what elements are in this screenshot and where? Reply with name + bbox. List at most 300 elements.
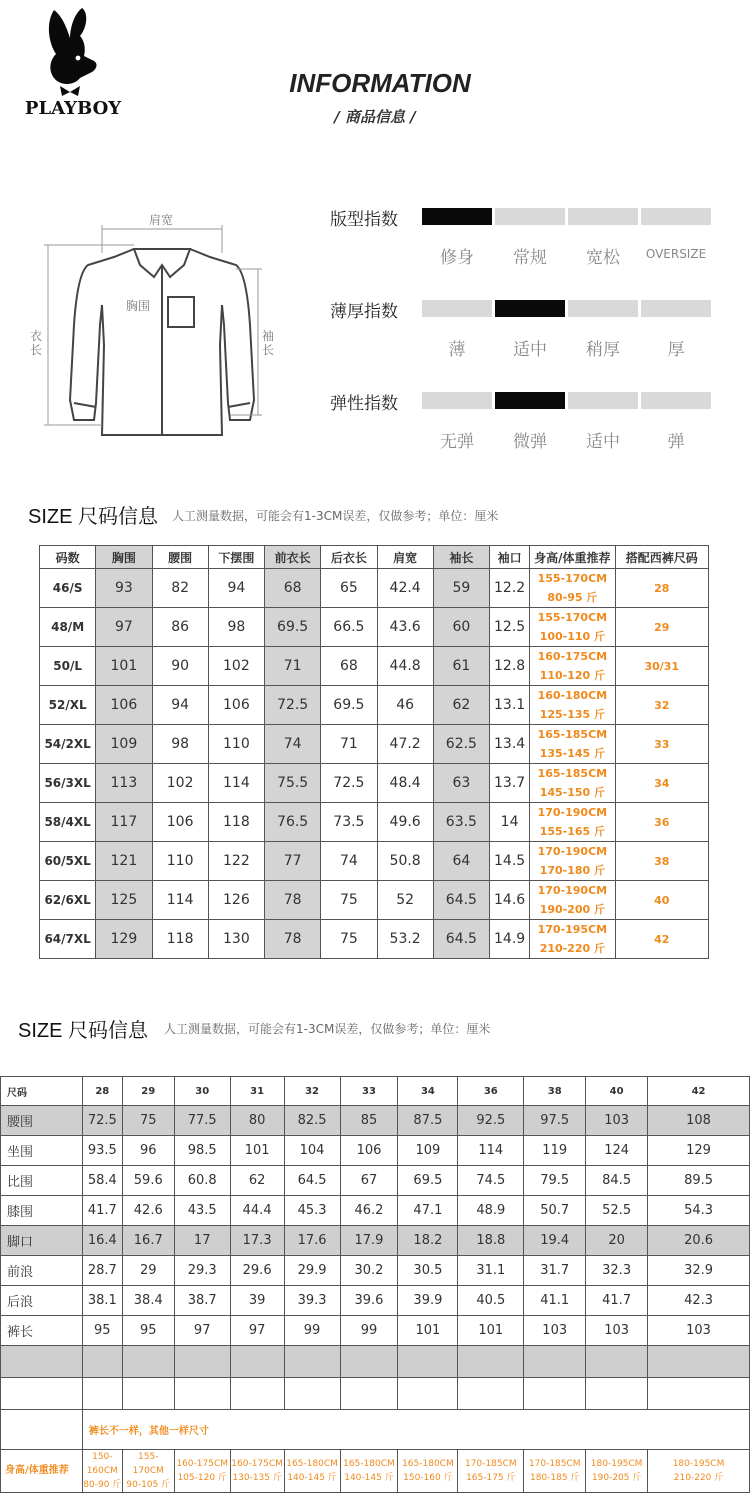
row-header: 腰围 <box>1 1106 83 1136</box>
elasticity-option: 无弹 <box>440 432 474 452</box>
table-cell: 84.5 <box>586 1166 648 1196</box>
table-cell: 29 <box>122 1256 174 1286</box>
height-weight-cell <box>530 647 615 686</box>
table-cell: 38.4 <box>122 1286 174 1316</box>
table-cell: 62.5 <box>433 725 489 764</box>
size-note-shirt: 人工测量数据，可能会有1-3CM误差，仅做参考；单位：厘米 <box>172 509 499 523</box>
table-cell: 99 <box>340 1316 398 1346</box>
table-cell: 42.3 <box>648 1286 750 1316</box>
weight-range: 180-185 斤 <box>529 1473 580 1483</box>
table-cell: 93 <box>96 569 152 608</box>
table-row <box>1 1226 750 1256</box>
table-cell: 114 <box>458 1136 524 1166</box>
height-range: 170-185CM <box>464 1459 517 1469</box>
table-cell <box>122 1346 174 1378</box>
table-cell: 18.8 <box>458 1226 524 1256</box>
height-weight-cell <box>530 569 615 608</box>
thickness-bar-4 <box>641 300 711 317</box>
height-weight-cell <box>530 725 615 764</box>
thickness-option: 适中 <box>513 340 547 360</box>
matching-pants-size: 32 <box>615 686 708 725</box>
table-cell: 52 <box>377 881 433 920</box>
recommend-row <box>1 1450 750 1493</box>
column-header: 32 <box>284 1077 340 1106</box>
table-row <box>1 1286 750 1316</box>
row-header: 尺码 <box>1 1077 83 1106</box>
height-weight-cell <box>530 920 615 959</box>
size-cell: 60/5XL <box>40 842 96 881</box>
table-cell: 80 <box>230 1106 284 1136</box>
table-cell: 71 <box>265 647 321 686</box>
height-weight-cell <box>230 1450 284 1493</box>
table-cell: 75 <box>321 881 377 920</box>
row-header: 前浪 <box>1 1256 83 1286</box>
height-range: 170-190CM <box>537 806 608 819</box>
height-range: 160-175CM <box>231 1459 283 1469</box>
fit-index <box>330 205 720 275</box>
table-cell: 114 <box>208 764 264 803</box>
table-cell: 12.2 <box>490 569 530 608</box>
elasticity-bar-1 <box>422 392 492 409</box>
table-cell: 61 <box>433 647 489 686</box>
height-weight-cell <box>530 881 615 920</box>
matching-pants-size: 33 <box>615 725 708 764</box>
row-header: 后浪 <box>1 1286 83 1316</box>
weight-range: 110-120 斤 <box>539 669 606 682</box>
row-header: 膝围 <box>1 1196 83 1226</box>
table-cell: 92.5 <box>458 1106 524 1136</box>
weight-range: 155-165 斤 <box>539 825 606 838</box>
table-cell <box>284 1346 340 1378</box>
table-cell: 82.5 <box>284 1106 340 1136</box>
table-cell: 125 <box>96 881 152 920</box>
table-cell: 102 <box>208 647 264 686</box>
table-cell: 82 <box>152 569 208 608</box>
table-cell <box>458 1378 524 1410</box>
table-cell <box>398 1346 458 1378</box>
table-cell <box>174 1346 230 1378</box>
table-cell: 64 <box>433 842 489 881</box>
height-weight-cell <box>530 803 615 842</box>
table-cell: 63 <box>433 764 489 803</box>
table-cell: 97 <box>174 1316 230 1346</box>
height-weight-cell <box>524 1450 586 1493</box>
table-cell: 29.9 <box>284 1256 340 1286</box>
size-cell: 54/2XL <box>40 725 96 764</box>
table-cell: 18.2 <box>398 1226 458 1256</box>
table-cell: 113 <box>96 764 152 803</box>
elasticity-option: 适中 <box>586 432 620 452</box>
table-cell: 43.5 <box>174 1196 230 1226</box>
table-cell <box>524 1346 586 1378</box>
column-header: 31 <box>230 1077 284 1106</box>
shoulder-label: 肩宽 <box>149 213 174 227</box>
fit-option: 宽松 <box>586 248 620 268</box>
table-cell: 94 <box>152 686 208 725</box>
table-cell: 103 <box>648 1316 750 1346</box>
shirt-diagram <box>22 205 282 445</box>
table-cell: 29.6 <box>230 1256 284 1286</box>
table-cell: 106 <box>96 686 152 725</box>
column-header: 肩宽 <box>377 546 433 569</box>
table-cell: 103 <box>586 1106 648 1136</box>
row-header: 裤长 <box>1 1316 83 1346</box>
table-cell: 85 <box>340 1106 398 1136</box>
size-cell: 64/7XL <box>40 920 96 959</box>
table-cell: 17.9 <box>340 1226 398 1256</box>
blank-row <box>1 1346 750 1378</box>
matching-pants-size: 29 <box>615 608 708 647</box>
table-cell: 72.5 <box>321 764 377 803</box>
table-cell <box>230 1346 284 1378</box>
table-cell: 44.4 <box>230 1196 284 1226</box>
table-cell: 102 <box>152 764 208 803</box>
table-cell: 59.6 <box>122 1166 174 1196</box>
table-cell: 122 <box>208 842 264 881</box>
size-cell: 52/XL <box>40 686 96 725</box>
column-header: 前衣长 <box>265 546 321 569</box>
height-range: 170-190CM <box>537 845 608 858</box>
table-cell: 74 <box>265 725 321 764</box>
table-cell: 73.5 <box>321 803 377 842</box>
table-cell: 106 <box>208 686 264 725</box>
table-row <box>40 725 709 764</box>
info-subtitle: / 商品信息 / <box>334 108 416 126</box>
height-range: 170-195CM <box>537 923 608 936</box>
table-cell: 14.5 <box>490 842 530 881</box>
table-cell: 104 <box>284 1136 340 1166</box>
table-cell: 65 <box>321 569 377 608</box>
table-cell: 89.5 <box>648 1166 750 1196</box>
table-cell: 39.3 <box>284 1286 340 1316</box>
table-cell: 114 <box>152 881 208 920</box>
table-cell: 103 <box>524 1316 586 1346</box>
weight-range: 170-180 斤 <box>539 864 606 877</box>
matching-pants-size: 42 <box>615 920 708 959</box>
row-header: 比围 <box>1 1166 83 1196</box>
table-cell: 99 <box>284 1316 340 1346</box>
table-cell: 90 <box>152 647 208 686</box>
table-cell: 50.7 <box>524 1196 586 1226</box>
height-range: 165-180CM <box>286 1459 338 1469</box>
table-row <box>40 686 709 725</box>
size-cell: 48/M <box>40 608 96 647</box>
table-cell: 71 <box>321 725 377 764</box>
table-cell: 29.3 <box>174 1256 230 1286</box>
table-cell: 32.3 <box>586 1256 648 1286</box>
table-cell: 52.5 <box>586 1196 648 1226</box>
table-cell: 126 <box>208 881 264 920</box>
table-cell: 87.5 <box>398 1106 458 1136</box>
column-header: 38 <box>524 1077 586 1106</box>
size-heading-pants: SIZE 尺码信息 <box>18 1020 149 1042</box>
table-cell: 53.2 <box>377 920 433 959</box>
length-label: 衣长 <box>30 329 43 357</box>
chest-label: 胸围 <box>126 299 151 313</box>
table-cell: 30.5 <box>398 1256 458 1286</box>
table-cell: 14.9 <box>490 920 530 959</box>
table-cell: 50.8 <box>377 842 433 881</box>
table-cell: 68 <box>265 569 321 608</box>
table-cell: 42.4 <box>377 569 433 608</box>
column-header: 袖口 <box>490 546 530 569</box>
shirt-size-table <box>39 545 709 959</box>
table-cell: 41.7 <box>82 1196 122 1226</box>
table-row <box>40 803 709 842</box>
weight-range: 135-145 斤 <box>539 747 606 760</box>
fit-option: OVERSIZE <box>645 247 707 261</box>
table-cell <box>586 1378 648 1410</box>
table-cell: 101 <box>230 1136 284 1166</box>
column-header: 33 <box>340 1077 398 1106</box>
table-cell: 101 <box>458 1316 524 1346</box>
table-cell: 14 <box>490 803 530 842</box>
weight-range: 80-95 斤 <box>547 591 598 604</box>
table-cell: 60 <box>433 608 489 647</box>
size-cell: 46/S <box>40 569 96 608</box>
weight-range: 165-175 斤 <box>466 1473 516 1483</box>
weight-range: 190-200 斤 <box>539 903 606 916</box>
height-range: 160-175CM <box>537 650 608 663</box>
thickness-bar-2 <box>495 300 565 317</box>
table-cell: 44.8 <box>377 647 433 686</box>
column-header: 34 <box>398 1077 458 1106</box>
table-cell: 12.8 <box>490 647 530 686</box>
table-cell: 45.3 <box>284 1196 340 1226</box>
size-cell: 62/6XL <box>40 881 96 920</box>
weight-range: 125-135 斤 <box>539 708 606 721</box>
column-header: 29 <box>122 1077 174 1106</box>
matching-pants-size: 30/31 <box>615 647 708 686</box>
table-cell: 106 <box>152 803 208 842</box>
height-weight-cell <box>648 1450 750 1493</box>
weight-range: 105-120 斤 <box>177 1473 227 1483</box>
brand-name: PLAYBOY <box>24 98 122 119</box>
thickness-bar-1 <box>422 300 492 317</box>
column-header: 码数 <box>40 546 96 569</box>
table-cell: 75.5 <box>265 764 321 803</box>
size-cell: 50/L <box>40 647 96 686</box>
table-cell: 98 <box>208 608 264 647</box>
table-row <box>40 920 709 959</box>
table-cell: 20 <box>586 1226 648 1256</box>
table-cell: 103 <box>586 1316 648 1346</box>
height-weight-cell <box>530 686 615 725</box>
table-cell: 96 <box>122 1136 174 1166</box>
column-header: 28 <box>82 1077 122 1106</box>
table-cell: 74.5 <box>458 1166 524 1196</box>
table-cell: 110 <box>208 725 264 764</box>
table-cell: 77 <box>265 842 321 881</box>
height-range: 150-160CM <box>86 1452 118 1476</box>
weight-range: 140-145 斤 <box>287 1473 337 1483</box>
table-cell: 59 <box>433 569 489 608</box>
height-range: 170-185CM <box>528 1459 581 1469</box>
table-cell: 31.1 <box>458 1256 524 1286</box>
column-header: 下摆围 <box>208 546 264 569</box>
table-cell: 38.1 <box>82 1286 122 1316</box>
fit-bar-2 <box>495 208 565 225</box>
table-cell <box>284 1378 340 1410</box>
elasticity-index <box>330 389 720 459</box>
table-cell: 98 <box>152 725 208 764</box>
matching-pants-size: 38 <box>615 842 708 881</box>
table-cell: 67 <box>340 1166 398 1196</box>
height-range: 155-170CM <box>537 572 608 585</box>
table-cell: 20.6 <box>648 1226 750 1256</box>
weight-range: 150-160 斤 <box>403 1473 453 1483</box>
matching-pants-size: 28 <box>615 569 708 608</box>
elasticity-bar-2 <box>495 392 565 409</box>
table-cell: 78 <box>265 920 321 959</box>
sleeve-label: 袖长 <box>262 329 275 357</box>
table-row <box>1 1256 750 1286</box>
weight-range: 210-220 斤 <box>539 942 606 955</box>
fit-bar-1 <box>422 208 492 225</box>
table-row <box>40 608 709 647</box>
column-header: 身高/体重推荐 <box>530 546 615 569</box>
thickness-index <box>330 297 720 367</box>
table-cell: 129 <box>648 1136 750 1166</box>
bunny-logo-icon <box>40 8 100 100</box>
matching-pants-size: 34 <box>615 764 708 803</box>
height-weight-cell <box>340 1450 398 1493</box>
column-header: 袖长 <box>433 546 489 569</box>
elasticity-bar-4 <box>641 392 711 409</box>
size-heading-shirt: SIZE 尺码信息 <box>28 506 159 528</box>
column-header: 腰围 <box>152 546 208 569</box>
table-cell: 77.5 <box>174 1106 230 1136</box>
fit-option: 修身 <box>440 248 474 268</box>
height-weight-cell <box>530 842 615 881</box>
table-cell: 78 <box>265 881 321 920</box>
table-cell: 97.5 <box>524 1106 586 1136</box>
table-cell: 40.5 <box>458 1286 524 1316</box>
table-row <box>1 1136 750 1166</box>
table-cell: 129 <box>96 920 152 959</box>
table-row <box>1 1106 750 1136</box>
table-cell: 69.5 <box>265 608 321 647</box>
table-cell <box>398 1378 458 1410</box>
size-cell: 58/4XL <box>40 803 96 842</box>
table-cell: 118 <box>208 803 264 842</box>
elasticity-option: 弹 <box>667 432 685 452</box>
weight-range: 130-135 斤 <box>232 1473 282 1483</box>
column-header: 后衣长 <box>321 546 377 569</box>
table-cell: 39.9 <box>398 1286 458 1316</box>
table-cell: 130 <box>208 920 264 959</box>
table-cell: 119 <box>524 1136 586 1166</box>
height-range: 165-180CM <box>402 1459 454 1469</box>
note-text: 裤长不一样，其他一样尺寸 <box>82 1410 749 1450</box>
blank-row <box>1 1378 750 1410</box>
weight-range: 140-145 斤 <box>344 1473 394 1483</box>
table-cell: 14.6 <box>490 881 530 920</box>
thickness-bar-3 <box>568 300 638 317</box>
table-cell: 46.2 <box>340 1196 398 1226</box>
table-row <box>1 1166 750 1196</box>
table-cell: 66.5 <box>321 608 377 647</box>
table-cell: 124 <box>586 1136 648 1166</box>
table-cell: 64.5 <box>433 881 489 920</box>
table-header-row <box>1 1077 750 1106</box>
table-cell: 76.5 <box>265 803 321 842</box>
table-cell: 41.7 <box>586 1286 648 1316</box>
pants-size-table <box>0 1076 750 1493</box>
fit-bar-4 <box>641 208 711 225</box>
height-weight-cell <box>458 1450 524 1493</box>
table-cell: 47.1 <box>398 1196 458 1226</box>
table-row <box>40 569 709 608</box>
table-cell: 63.5 <box>433 803 489 842</box>
thickness-index-label: 薄厚指数 <box>330 302 398 322</box>
table-cell <box>458 1346 524 1378</box>
table-cell <box>82 1346 122 1378</box>
thickness-option: 厚 <box>667 340 685 360</box>
table-cell: 101 <box>96 647 152 686</box>
height-weight-cell <box>530 764 615 803</box>
table-cell: 38.7 <box>174 1286 230 1316</box>
height-range: 165-180CM <box>343 1459 395 1469</box>
table-cell <box>122 1378 174 1410</box>
height-range: 160-180CM <box>537 689 608 702</box>
height-weight-cell <box>586 1450 648 1493</box>
table-cell: 121 <box>96 842 152 881</box>
height-weight-cell <box>174 1450 230 1493</box>
table-cell: 17 <box>174 1226 230 1256</box>
table-cell: 75 <box>122 1106 174 1136</box>
table-cell: 117 <box>96 803 152 842</box>
height-range: 160-175CM <box>176 1459 229 1469</box>
table-cell: 75 <box>321 920 377 959</box>
height-weight-cell <box>398 1450 458 1493</box>
column-header: 42 <box>648 1077 750 1106</box>
height-range: 155-170CM <box>132 1452 164 1476</box>
table-cell: 31.7 <box>524 1256 586 1286</box>
elasticity-bar-3 <box>568 392 638 409</box>
table-cell: 64.5 <box>284 1166 340 1196</box>
table-cell: 28.7 <box>82 1256 122 1286</box>
fit-bar-3 <box>568 208 638 225</box>
height-weight-cell <box>122 1450 174 1493</box>
weight-range: 90-105 斤 <box>126 1480 171 1490</box>
table-cell <box>82 1378 122 1410</box>
size-cell: 56/3XL <box>40 764 96 803</box>
table-cell: 39.6 <box>340 1286 398 1316</box>
table-cell: 101 <box>398 1316 458 1346</box>
height-range: 155-170CM <box>537 611 608 624</box>
table-row <box>40 764 709 803</box>
table-row <box>40 881 709 920</box>
table-cell: 46 <box>377 686 433 725</box>
table-cell <box>1 1410 83 1450</box>
thickness-option: 稍厚 <box>586 340 620 360</box>
thickness-option: 薄 <box>448 340 466 360</box>
table-cell: 69.5 <box>321 686 377 725</box>
table-cell: 48.4 <box>377 764 433 803</box>
table-cell: 68 <box>321 647 377 686</box>
table-cell <box>340 1346 398 1378</box>
height-range: 180-195CM <box>672 1459 725 1469</box>
table-cell: 110 <box>152 842 208 881</box>
size-note-pants: 人工测量数据，可能会有1-3CM误差，仅做参考；单位：厘米 <box>164 1022 491 1036</box>
table-cell: 72.5 <box>82 1106 122 1136</box>
row-header: 脚口 <box>1 1226 83 1256</box>
table-row <box>40 647 709 686</box>
table-cell: 98.5 <box>174 1136 230 1166</box>
height-range: 170-190CM <box>537 884 608 897</box>
table-cell: 74 <box>321 842 377 881</box>
